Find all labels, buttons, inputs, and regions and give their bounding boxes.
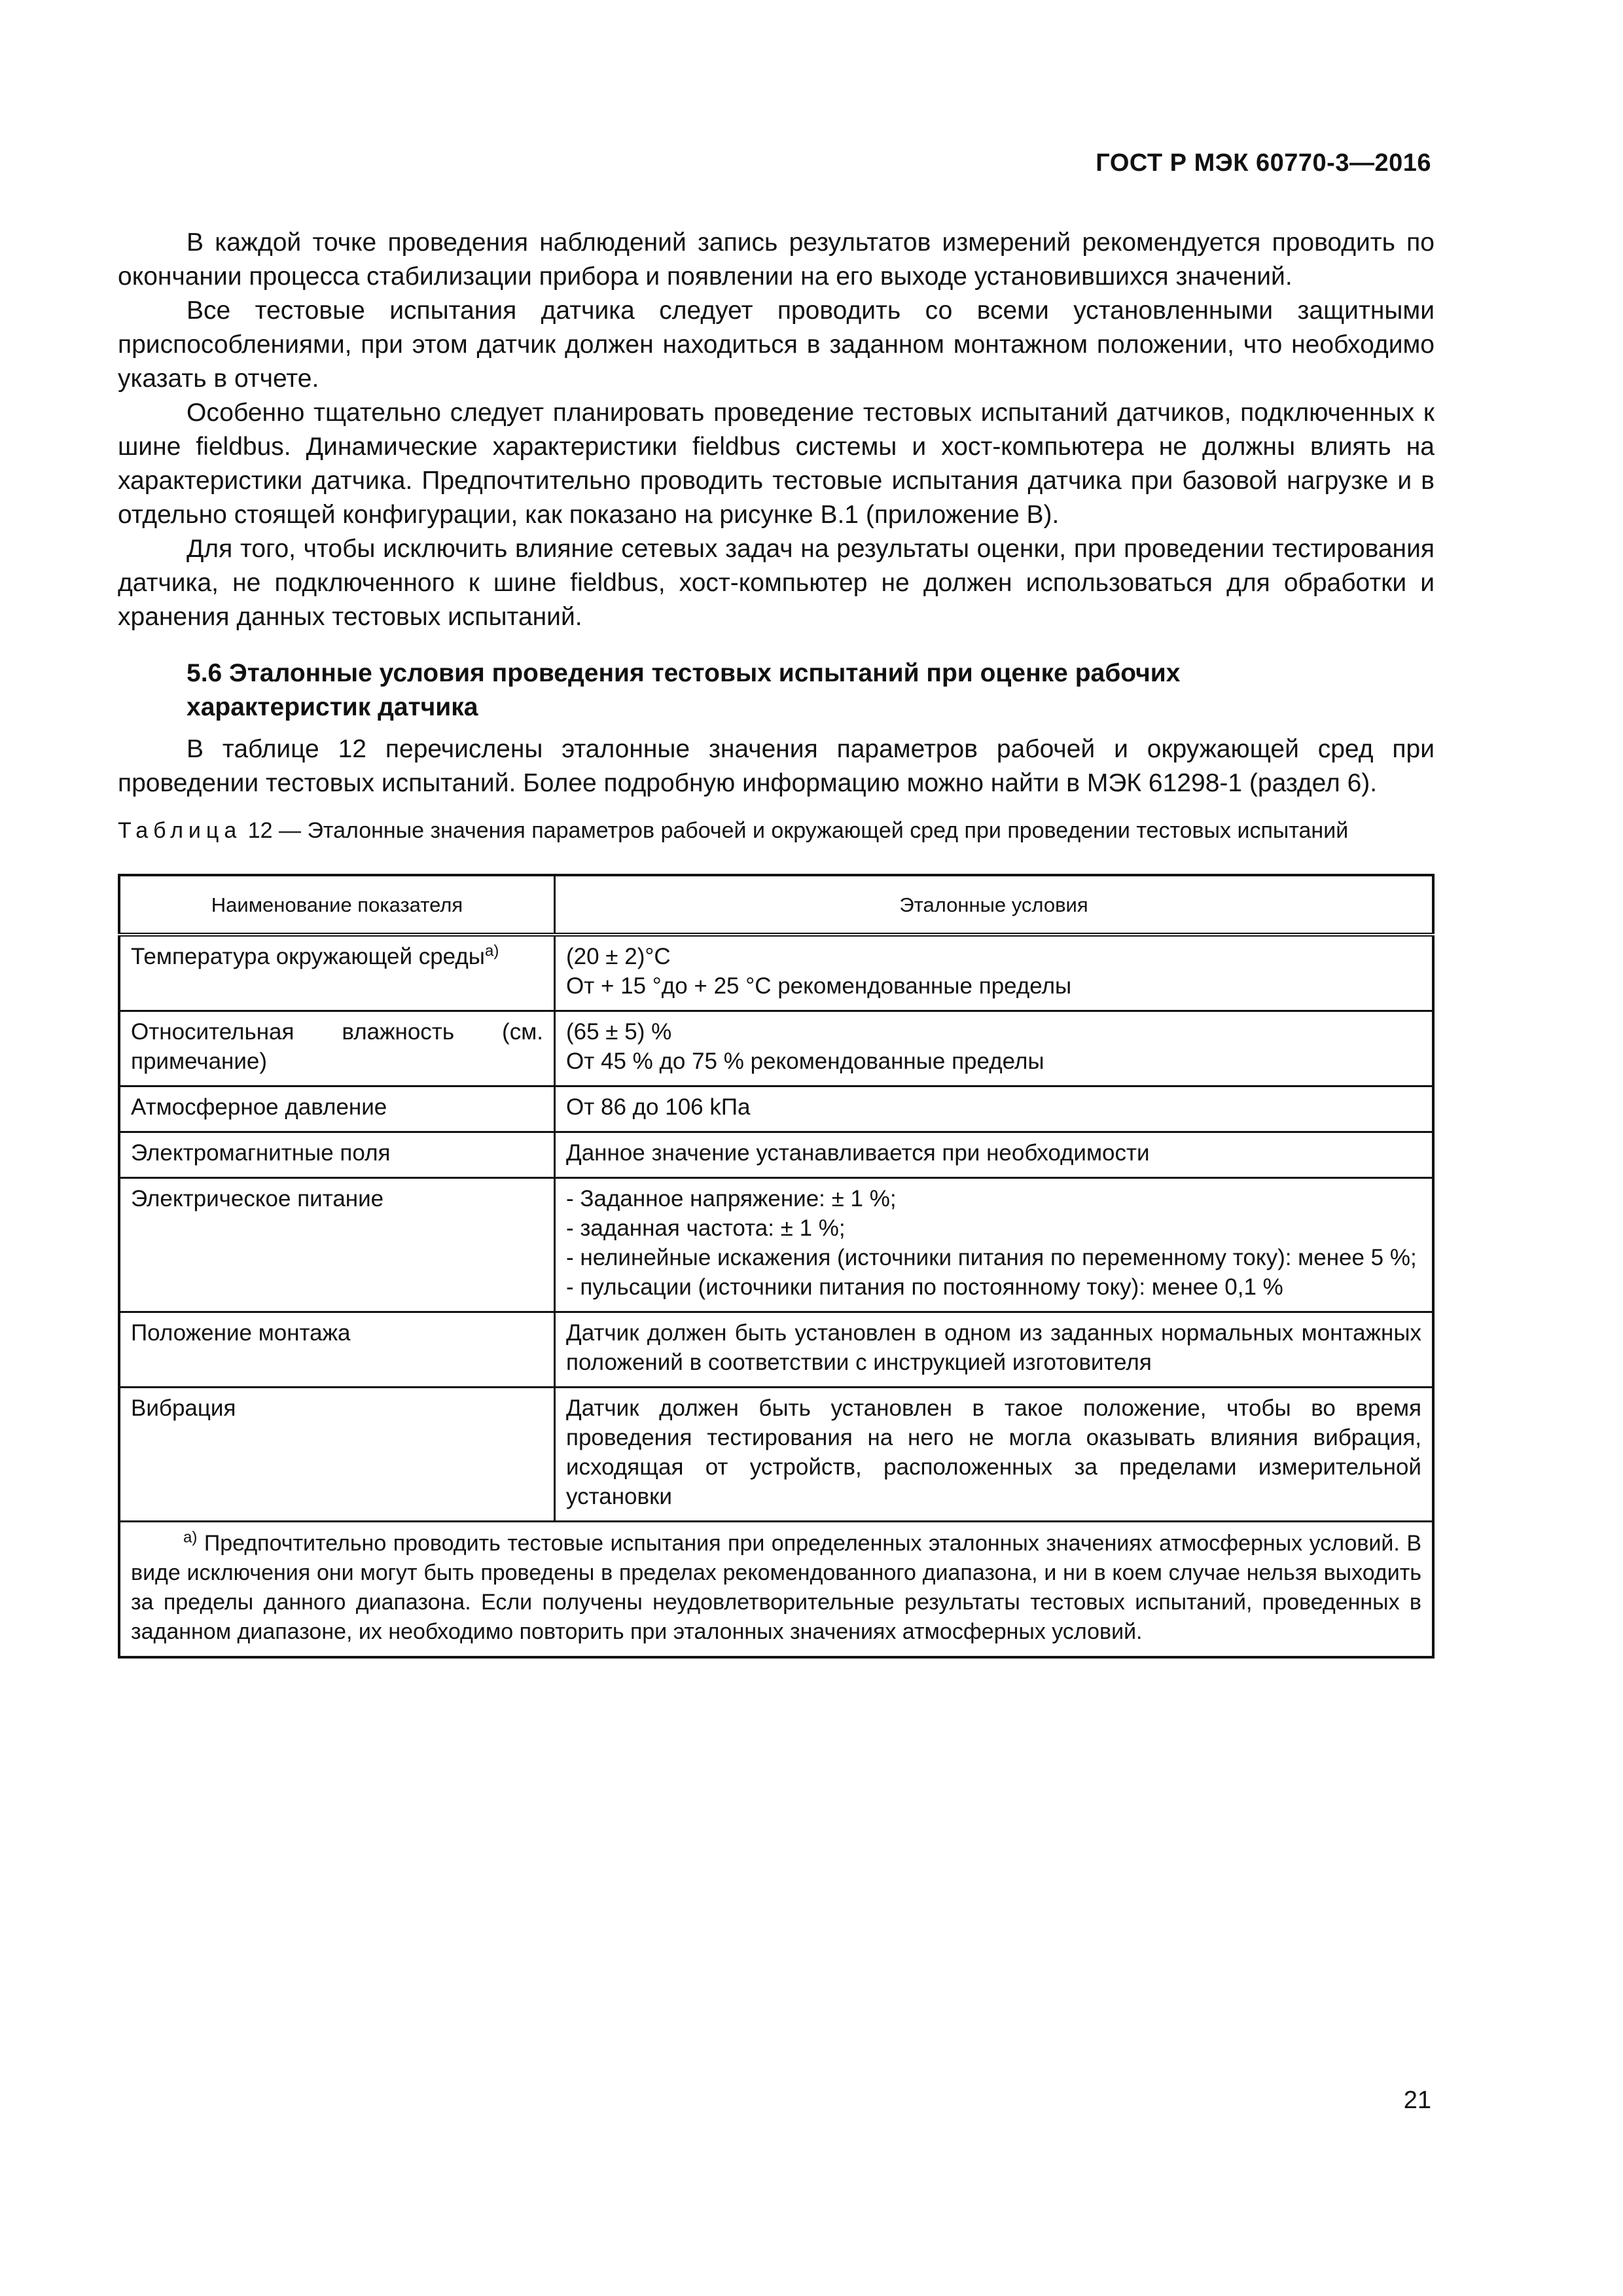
row-value-line: Датчик должен быть установлен в такое положение, чтобы во время проведения тестирования на него не могла оказывать влияния вибрация, исходящая от устройств, расположенных за пределами измерительной установки (566, 1395, 1421, 1509)
footnote-text: Предпочтительно проводить тестовые испытания при определенных эталонных значениях атмосферных условий. В виде исключения они могут быть проведены в пределах рекомендованного диапазона, и ни в коем случае нельзя выходить за пределы данного диапазона. Если получены неудовлетворительные результаты тестовых испытаний, проведенных в заданном диапазоне, их необходимо повторить при эталонных значениях атмосферных условий. (131, 1531, 1422, 1644)
row-value-cell (555, 1132, 1434, 1178)
row-value-line: - Заданное напряжение: ± 1 %; (566, 1186, 897, 1211)
row-value-cell (555, 1388, 1434, 1522)
table-row (119, 1178, 1433, 1312)
row-name: Относительная влажность (см. примечание) (131, 1019, 543, 1074)
row-name: Электрическое питание (131, 1186, 384, 1211)
table-caption-label: Таблица (118, 818, 242, 843)
row-value-line: - заданная частота: ± 1 %; (566, 1215, 846, 1241)
row-value-line: - пульсации (источники питания по постоянному току): менее 0,1 % (566, 1274, 1283, 1300)
paragraph-2: Все тестовые испытания датчика следует проводить со всеми установленными защитными приспособлениями, при этом датчик должен находиться в заданном монтажном положении, что необходимо указать в отчете. (118, 296, 1435, 393)
column-header-parameter: Наименование показателя (119, 875, 555, 935)
row-name-cell (119, 1388, 555, 1522)
row-name-cell (119, 935, 555, 1011)
row-name-cell (119, 1178, 555, 1312)
table-caption-text: 12 — Эталонные значения параметров рабочей и окружающей сред при проведении тестовых испытаний (247, 818, 1349, 843)
table-header-row (119, 875, 1433, 935)
row-name-cell (119, 1086, 555, 1132)
row-value-cell (555, 1312, 1434, 1388)
row-name-cell (119, 1132, 555, 1178)
row-value-line: - нелинейные искажения (источники питания по переменному току): менее 5 %; (566, 1245, 1417, 1270)
table-row (119, 1011, 1433, 1086)
row-name-cell (119, 1312, 555, 1388)
row-value-line: Датчик должен быть установлен в одном из заданных нормальных монтажных положений в соответствии с инструкцией изготовителя (566, 1320, 1421, 1375)
row-value-line: (20 ± 2)°С (566, 944, 671, 969)
row-name: Атмосферное давление (131, 1094, 387, 1120)
row-name: Температура окружающей среды (131, 944, 485, 969)
reference-conditions-table (118, 874, 1435, 1659)
page-number: 21 (1403, 2087, 1431, 2114)
document-header: ГОСТ Р МЭК 60770-3—2016 (1096, 149, 1431, 177)
row-value-cell (555, 1178, 1434, 1312)
table-caption (118, 816, 1435, 845)
footnote-mark: а) (183, 1528, 198, 1547)
row-value-line: От 86 до 106 kПа (566, 1094, 751, 1120)
table-row (119, 1086, 1433, 1132)
section-heading (118, 656, 1435, 725)
paragraph-3: Особенно тщательно следует планировать проведение тестовых испытаний датчиков, подключенных к шине fieldbus. Динамические характеристики fieldbus системы и хост-компьютера не должны влиять на характеристики датчика. Предпочтительно проводить тестовые испытания датчика при базовой нагрузке и в отдельно стоящей конфигурации, как показано на рисунке B.1 (приложение B). (118, 399, 1435, 529)
paragraph-1: В каждой точке проведения наблюдений запись результатов измерений рекомендуется проводить по окончании процесса стабилизации прибора и появлении на его выходе установившихся значений. (118, 228, 1435, 291)
page-content (118, 226, 1435, 1659)
table-row (119, 1388, 1433, 1522)
section-text: В таблице 12 перечислены эталонные значения параметров рабочей и окружающей сред при проведении тестовых испытаний. Более подробную информацию можно найти в МЭК 61298-1 (раздел 6). (118, 735, 1435, 797)
table-row (119, 935, 1433, 1011)
row-name-cell (119, 1011, 555, 1086)
table-row (119, 1312, 1433, 1388)
section-heading-line-1: 5.6 Эталонные условия проведения тестовых испытаний при оценке рабочих (187, 659, 1181, 687)
row-value-line: От 45 % до 75 % рекомендованные пределы (566, 1049, 1044, 1074)
column-header-conditions: Эталонные условия (555, 875, 1434, 935)
row-name: Вибрация (131, 1395, 236, 1421)
table-footnote (119, 1522, 1433, 1658)
section-heading-line-2: характеристик датчика (187, 693, 478, 721)
row-name: Положение монтажа (131, 1320, 351, 1346)
footnote-ref: а) (484, 942, 499, 960)
row-value-cell (555, 1086, 1434, 1132)
table-footnote-row (119, 1522, 1433, 1658)
paragraph-4: Для того, чтобы исключить влияние сетевых задач на результаты оценки, при проведении тестирования датчика, не подключенного к шине fieldbus, хост-компьютер не должен использоваться для обработки и хранения данных тестовых испытаний. (118, 535, 1435, 631)
row-value-line: (65 ± 5) % (566, 1019, 672, 1045)
row-value-cell (555, 1011, 1434, 1086)
row-value-line: От + 15 °до + 25 °С рекомендованные пределы (566, 973, 1072, 999)
table-row (119, 1132, 1433, 1178)
row-value-cell (555, 935, 1434, 1011)
row-name: Электромагнитные поля (131, 1140, 391, 1166)
row-value-line: Данное значение устанавливается при необходимости (566, 1140, 1150, 1166)
